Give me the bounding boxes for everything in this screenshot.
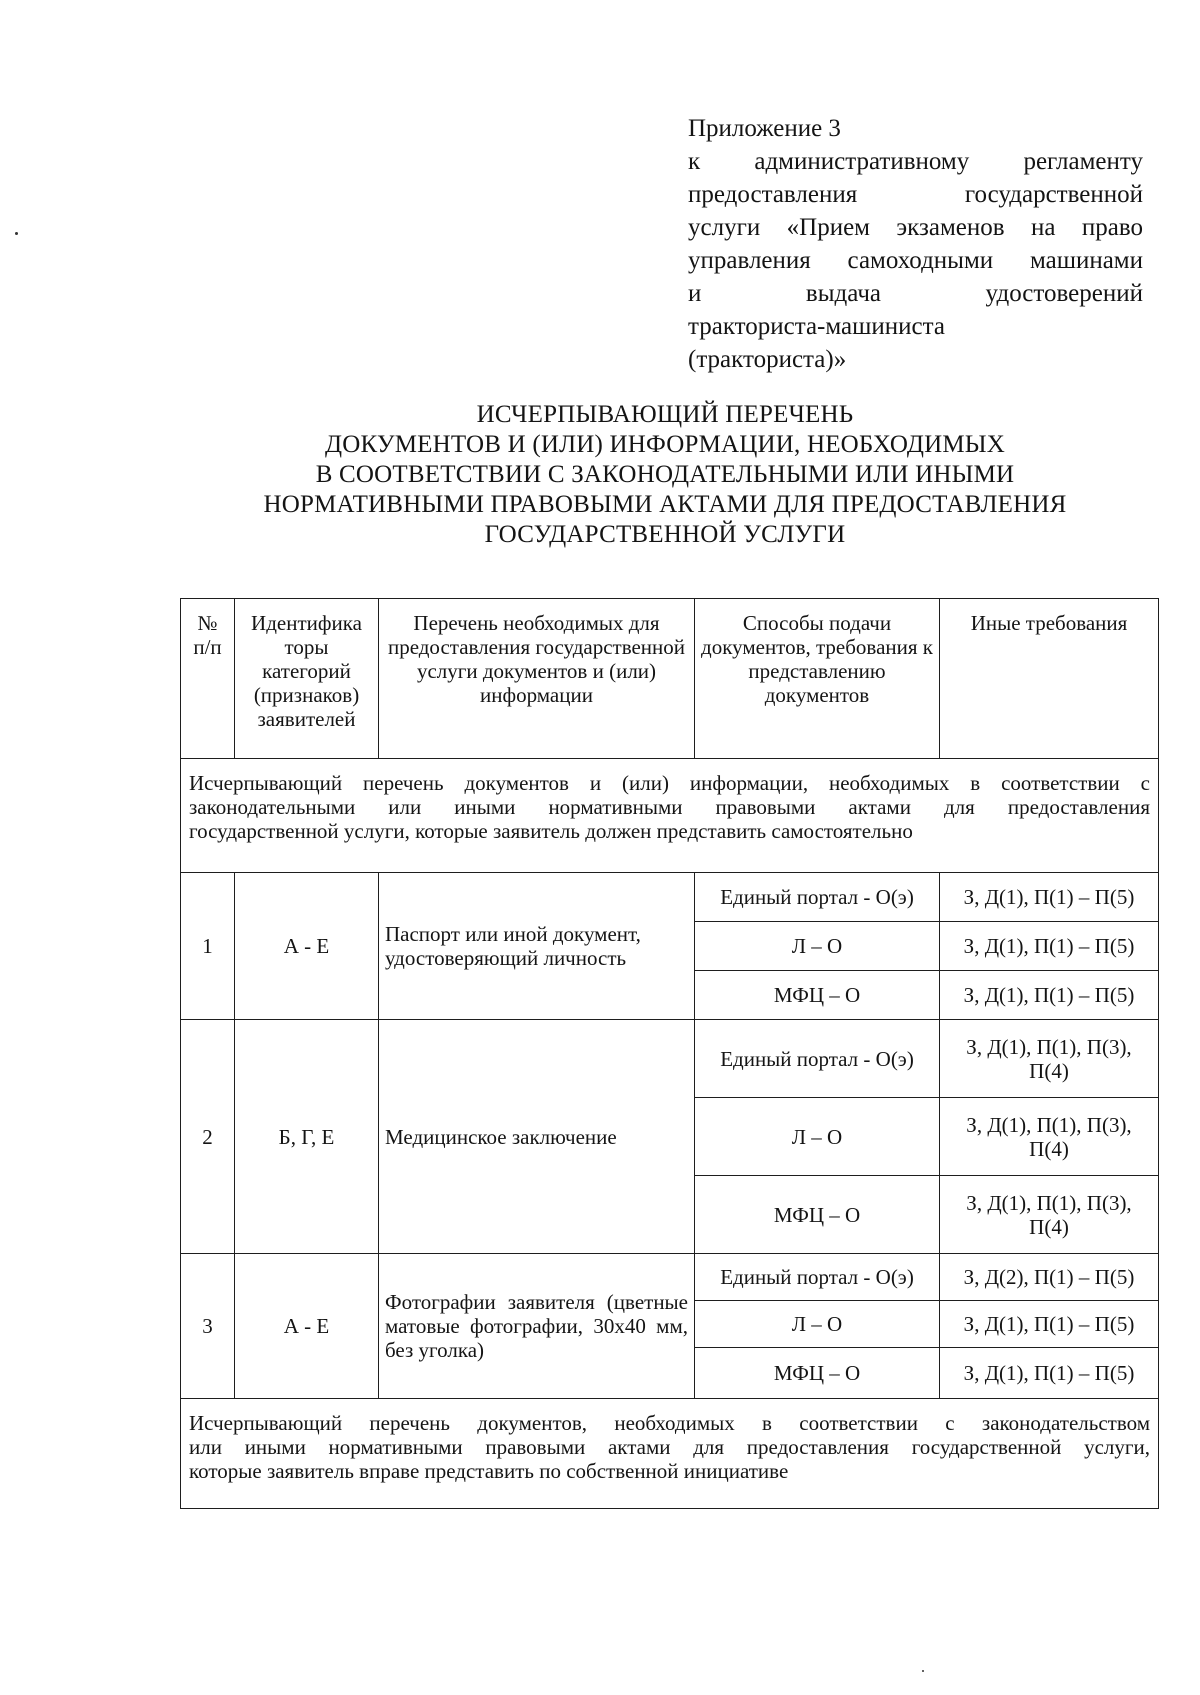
row-method: МФЦ – О xyxy=(695,1176,940,1254)
row-requirement: З, Д(1), П(1), П(3), П(4) xyxy=(940,1098,1159,1176)
title-line: ГОСУДАРСТВЕННОЙ УСЛУГИ xyxy=(484,521,846,548)
table-row xyxy=(181,1254,1159,1301)
appendix-line: к административному регламенту xyxy=(688,148,1143,175)
appendix-line: тракториста-машиниста xyxy=(688,313,945,340)
row-method: Единый портал - О(э) xyxy=(695,873,940,922)
row-num: 2 xyxy=(181,1020,235,1254)
section-line: законодательными или иными нормативными правовыми актами для предоставления xyxy=(189,795,1150,819)
scan-speck xyxy=(15,232,18,235)
row-requirement: З, Д(1), П(1), П(3), П(4) xyxy=(940,1020,1159,1098)
scan-speck xyxy=(922,1670,924,1672)
section-row xyxy=(181,1399,1159,1509)
section-heading-mandatory xyxy=(181,759,1159,873)
section-row xyxy=(181,759,1159,873)
row-requirement: З, Д(1), П(1) – П(5) xyxy=(940,1348,1159,1399)
table-header-row xyxy=(181,599,1159,759)
row-categories: Б, Г, Е xyxy=(235,1020,379,1254)
header-methods: Способы подачи документов, требования к представлению документов xyxy=(695,599,940,759)
appendix-line: услуги «Прием экзаменов на право xyxy=(688,214,1143,241)
title-line: НОРМАТИВНЫМИ ПРАВОВЫМИ АКТАМИ ДЛЯ ПРЕДОСТАВЛЕНИЯ xyxy=(263,491,1067,518)
row-document: Фотографии заявителя (цветные матовые фотографии, 30x40 мм, без уголка) xyxy=(379,1254,695,1399)
title-line: В СООТВЕТСТВИИ С ЗАКОНОДАТЕЛЬНЫМИ ИЛИ ИНЫМИ xyxy=(315,461,1015,488)
row-requirement: З, Д(1), П(1) – П(5) xyxy=(940,873,1159,922)
row-method: МФЦ – О xyxy=(695,1348,940,1399)
row-document: Медицинское заключение xyxy=(379,1020,695,1254)
appendix-line: управления самоходными машинами xyxy=(688,247,1143,274)
table-row xyxy=(181,873,1159,922)
row-method: Единый портал - О(э) xyxy=(695,1254,940,1301)
row-requirement: З, Д(1), П(1) – П(5) xyxy=(940,1301,1159,1348)
appendix-block xyxy=(688,112,1143,376)
header-other-requirements: Иные требования xyxy=(940,599,1159,759)
documents-table xyxy=(180,598,1159,1509)
section-line: которые заявитель вправе представить по собственной инициативе xyxy=(189,1459,789,1483)
header-categories: Идентифика торы категорий (признаков) заявителей xyxy=(235,599,379,759)
appendix-line: и выдача удостоверений xyxy=(688,280,1143,307)
row-requirement: З, Д(1), П(1) – П(5) xyxy=(940,922,1159,971)
title-line: ДОКУМЕНТОВ И (ИЛИ) ИНФОРМАЦИИ, НЕОБХОДИМЫХ xyxy=(324,431,1006,458)
row-requirement: З, Д(1), П(1), П(3), П(4) xyxy=(940,1176,1159,1254)
appendix-line: Приложение 3 xyxy=(688,115,841,142)
section-line: Исчерпывающий перечень документов, необходимых в соответствии с законодательством xyxy=(189,1411,1150,1435)
row-method: МФЦ – О xyxy=(695,971,940,1020)
appendix-line: (тракториста)» xyxy=(688,346,847,373)
document-title xyxy=(150,400,1180,550)
row-method: Л – О xyxy=(695,922,940,971)
section-line: Исчерпывающий перечень документов и (или) информации, необходимых в соответствии с xyxy=(189,771,1150,795)
section-line: или иными нормативными правовыми актами для предоставления государственной услуги, xyxy=(189,1435,1150,1459)
title-line: ИСЧЕРПЫВАЮЩИЙ ПЕРЕЧЕНЬ xyxy=(476,401,854,428)
table-row xyxy=(181,1020,1159,1098)
row-method: Единый портал - О(э) xyxy=(695,1020,940,1098)
row-requirement: З, Д(1), П(1) – П(5) xyxy=(940,971,1159,1020)
header-num: № п/п xyxy=(181,599,235,759)
row-method: Л – О xyxy=(695,1301,940,1348)
row-document: Паспорт или иной документ, удостоверяющий личность xyxy=(379,873,695,1020)
row-categories: А - Е xyxy=(235,1254,379,1399)
row-requirement: З, Д(2), П(1) – П(5) xyxy=(940,1254,1159,1301)
section-heading-optional xyxy=(181,1399,1159,1509)
row-categories: А - Е xyxy=(235,873,379,1020)
section-line: государственной услуги, которые заявитель должен представить самостоятельно xyxy=(189,819,913,843)
row-num: 3 xyxy=(181,1254,235,1399)
row-num: 1 xyxy=(181,873,235,1020)
appendix-line: предоставления государственной xyxy=(688,181,1143,208)
header-documents: Перечень необходимых для предоставления государственной услуги документов и (или) информации xyxy=(379,599,695,759)
row-method: Л – О xyxy=(695,1098,940,1176)
